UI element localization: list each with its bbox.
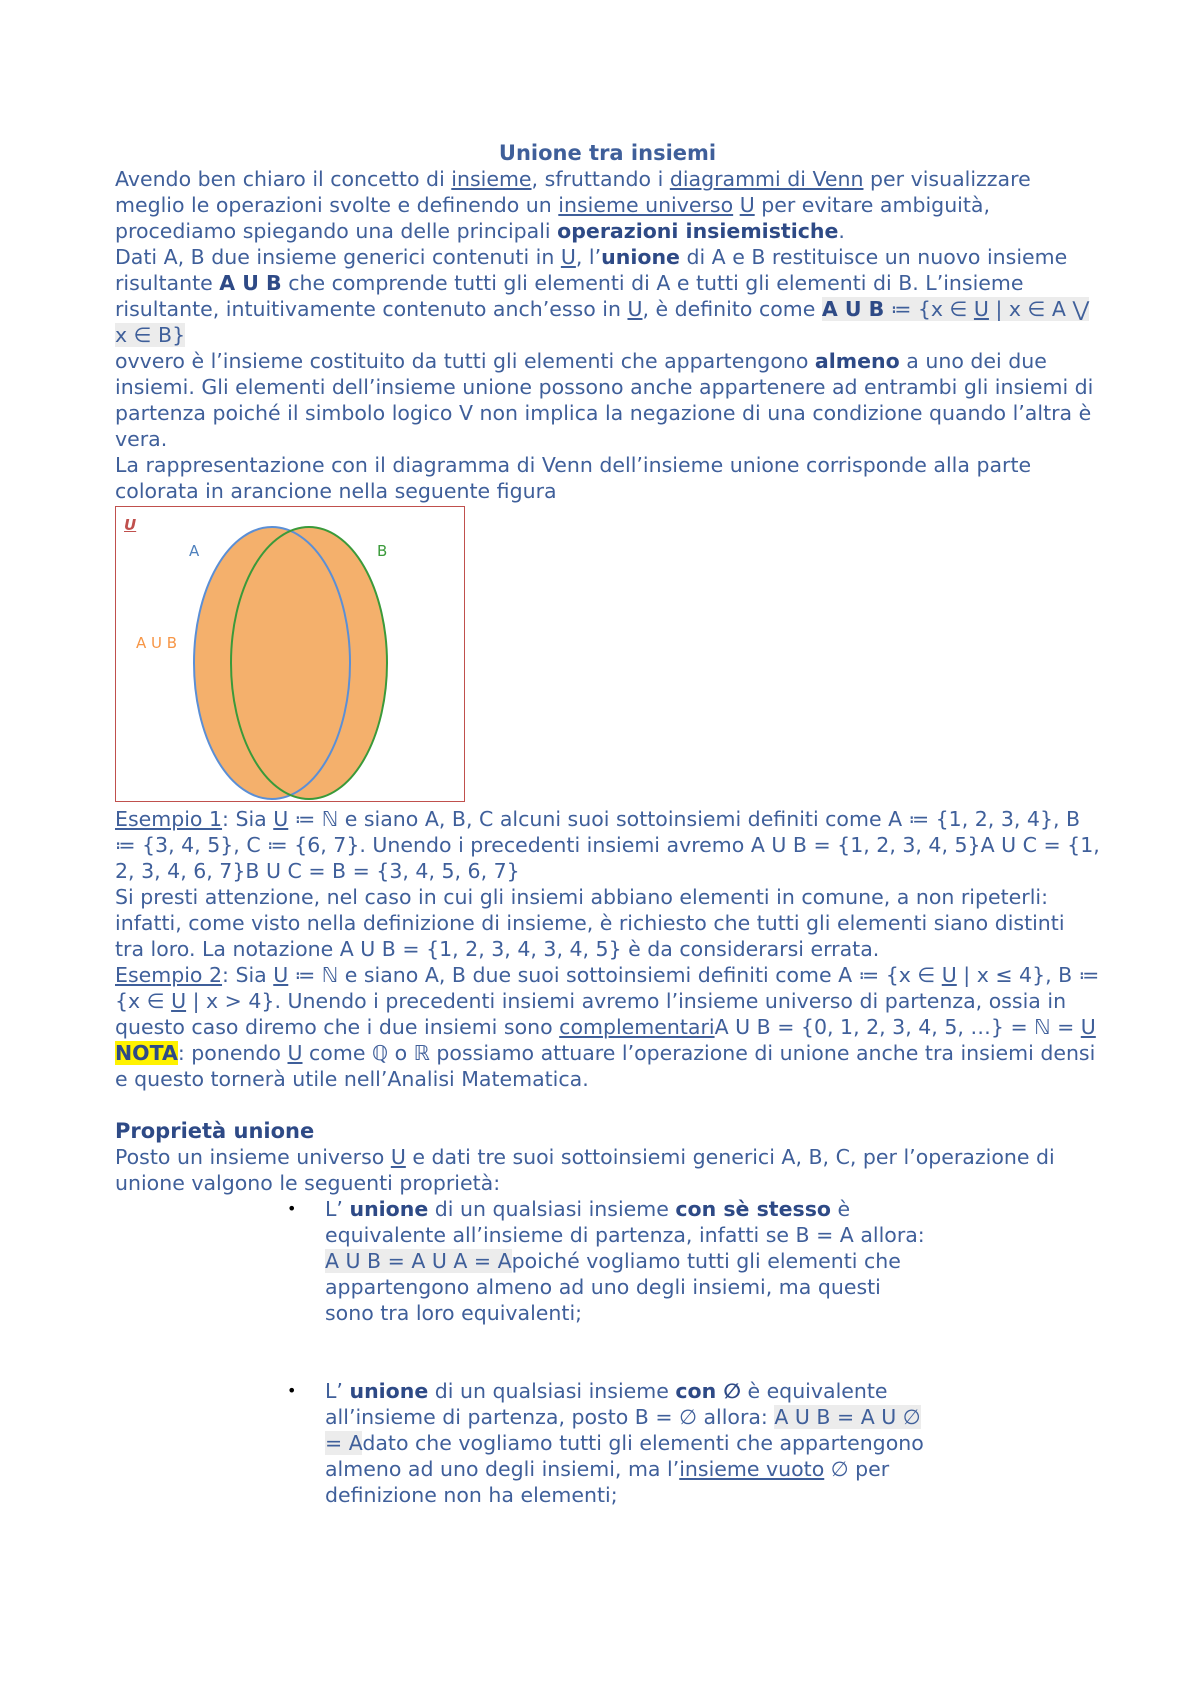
- text: ≔ {x ∈: [884, 297, 974, 321]
- universe-symbol: U: [941, 963, 957, 987]
- nota-paragraph: [115, 1040, 1100, 1092]
- bold-term: A U B: [219, 271, 282, 295]
- set-b-label: B: [377, 542, 388, 560]
- universe-symbol: U: [273, 807, 289, 831]
- universe-symbol: U: [973, 297, 989, 321]
- text: : Sia: [222, 807, 274, 831]
- formula: A U B = A U ∅ = A: [325, 1405, 921, 1455]
- bullet-icon: •: [287, 1381, 297, 1400]
- universe-symbol: U: [560, 245, 576, 269]
- text: | x ≤ 4}, B ≔ {x ∈: [115, 963, 1100, 1013]
- example-1-link[interactable]: Esempio 1: [115, 807, 223, 831]
- properties-intro: [115, 1144, 1100, 1196]
- text: , sfruttando i: [531, 167, 670, 191]
- text: ∅ per definizione non ha elementi;: [325, 1457, 890, 1507]
- insieme-link[interactable]: insieme: [451, 167, 532, 191]
- universe-symbol: U: [273, 963, 289, 987]
- text: di un qualsiasi insieme: [428, 1379, 676, 1403]
- text: | x ∈ A ⋁ x ∈ B}: [115, 297, 1090, 347]
- explain-paragraph: [115, 348, 1100, 452]
- document-content: [115, 140, 1100, 1508]
- text: | x > 4}. Unendo i precedenti insiemi avremo l’insieme universo di partenza, ossia in questo caso diremo che i due insiemi sono: [115, 989, 1067, 1039]
- venn-diagram: [115, 506, 465, 802]
- text: per evitare ambiguità, procediamo spiegando una delle principali: [115, 193, 990, 243]
- text: Avendo ben chiaro il concetto di: [115, 167, 452, 191]
- text: che comprende tutti gli elementi di A e tutti gli elementi di B. L’insieme risultante, intuitivamente contenuto anch’esso in: [115, 271, 1024, 321]
- list-item: [287, 1196, 925, 1326]
- attention-paragraph: Si presti attenzione, nel caso in cui gli insiemi abbiano elementi in comune, a non ripeterli: infatti, come visto nella definizione di insieme, è richiesto che tutti gli elementi siano distinti tra loro. La notazione A U B = {1, 2, 3, 4, 3, 4, 5} è da considerarsi errata.: [115, 885, 1065, 961]
- universe-symbol: U: [627, 297, 643, 321]
- text: è equivalente all’insieme di partenza, posto B = ∅ allora:: [325, 1379, 888, 1429]
- bullet-icon: •: [287, 1199, 297, 1218]
- text: L’: [325, 1379, 350, 1403]
- nota-label: NOTA: [115, 1041, 178, 1065]
- formula: A U B = A U A = A: [325, 1249, 512, 1273]
- text: è equivalente all’insieme di partenza, infatti se B = A allora:: [325, 1197, 925, 1247]
- text: .: [838, 219, 845, 243]
- text: : ponendo: [177, 1041, 288, 1065]
- text: : Sia: [222, 963, 274, 987]
- universe-symbol: U: [171, 989, 187, 1013]
- text: come ℚ o ℝ possiamo attuare l’operazione di unione anche tra insiemi densi e questo tornerà utile nell’Analisi Matematica.: [115, 1041, 1096, 1091]
- bold-term: operazioni insiemistiche: [557, 219, 839, 243]
- text: di A e B restituisce un nuovo insieme risultante: [115, 245, 1068, 295]
- venn-link[interactable]: diagrammi di Venn: [669, 167, 864, 191]
- insieme-vuoto-link[interactable]: insieme vuoto: [679, 1457, 825, 1481]
- text: poiché vogliamo tutti gli elementi che appartengono almeno ad uno degli insiemi, ma questi sono tra loro equivalenti;: [325, 1249, 901, 1325]
- text: , l’: [575, 245, 602, 269]
- properties-list: [115, 1196, 1100, 1508]
- bold-term: unione: [349, 1379, 429, 1403]
- set-a-label: A: [189, 542, 200, 560]
- text: per visualizzare meglio le operazioni svolte e definendo un: [115, 167, 1031, 217]
- text: ≔ ℕ e siano A, B, C alcuni suoi sottoinsiemi definiti come A ≔ {1, 2, 3, 4}, B ≔ {3, 4, 5}, C ≔ {6, 7}. Unendo i precedenti insiemi avremo A U B = {1, 2, 3, 4, 5}A U C = {1, 2, 3, 4, 6, 7}B U C = B = {3, 4, 5, 6, 7}: [115, 807, 1100, 883]
- universe-label: U: [124, 516, 137, 534]
- text: a uno dei due insiemi. Gli elementi dell’insieme unione possono anche appartenere ad entrambi gli insiemi di partenza poiché il simbolo logico V non implica la negazione di una condizione quando l’altra è vera.: [115, 349, 1094, 451]
- list-item: [287, 1378, 925, 1508]
- union-label: A U B: [136, 634, 178, 652]
- bold-term: con sè stesso: [675, 1197, 831, 1221]
- bold-term: almeno: [814, 349, 900, 373]
- example-2-link[interactable]: Esempio 2: [115, 963, 223, 987]
- bold-term: unione: [349, 1197, 429, 1221]
- example-1-paragraph: [115, 806, 1100, 884]
- page-title: Unione tra insiemi: [498, 141, 717, 165]
- bold-term: con ∅: [675, 1379, 741, 1403]
- example-2-paragraph: [115, 962, 1100, 1040]
- bold-term: unione: [601, 245, 680, 269]
- universe-symbol: U: [1080, 1015, 1096, 1039]
- universe-symbol: U: [390, 1145, 406, 1169]
- text: di un qualsiasi insieme: [428, 1197, 676, 1221]
- text: Dati A, B due insieme generici contenuti in: [115, 245, 561, 269]
- universo-link[interactable]: insieme universo: [558, 193, 734, 217]
- venn-svg: [116, 507, 466, 803]
- text: dato che vogliamo tutti gli elementi che appartengono almeno ad uno degli insiemi, ma l’: [325, 1431, 924, 1481]
- universe-symbol: U: [287, 1041, 303, 1065]
- universe-symbol: U: [739, 193, 755, 217]
- venn-intro: La rappresentazione con il diagramma di Venn dell’insieme unione corrisponde alla parte colorata in arancione nella seguente figura: [115, 453, 1032, 503]
- intro-paragraph: [115, 166, 1100, 244]
- text: L’: [325, 1197, 350, 1221]
- text: Posto un insieme universo: [115, 1145, 391, 1169]
- text: A U B = {0, 1, 2, 3, 4, 5, …} = ℕ =: [714, 1015, 1081, 1039]
- text: , è definito come: [642, 297, 822, 321]
- bold-term: A U B: [821, 297, 885, 321]
- definition-paragraph: [115, 244, 1100, 348]
- text: ovvero è l’insieme costituito da tutti gli elementi che appartengono: [115, 349, 815, 373]
- text: e dati tre suoi sottoinsiemi generici A, B, C, per l’operazione di unione valgono le seguenti proprietà:: [115, 1145, 1055, 1195]
- complementari-link[interactable]: complementari: [559, 1015, 715, 1039]
- section-heading: Proprietà unione: [115, 1119, 315, 1143]
- text: ≔ ℕ e siano A, B due suoi sottoinsiemi definiti come A ≔ {x ∈: [288, 963, 942, 987]
